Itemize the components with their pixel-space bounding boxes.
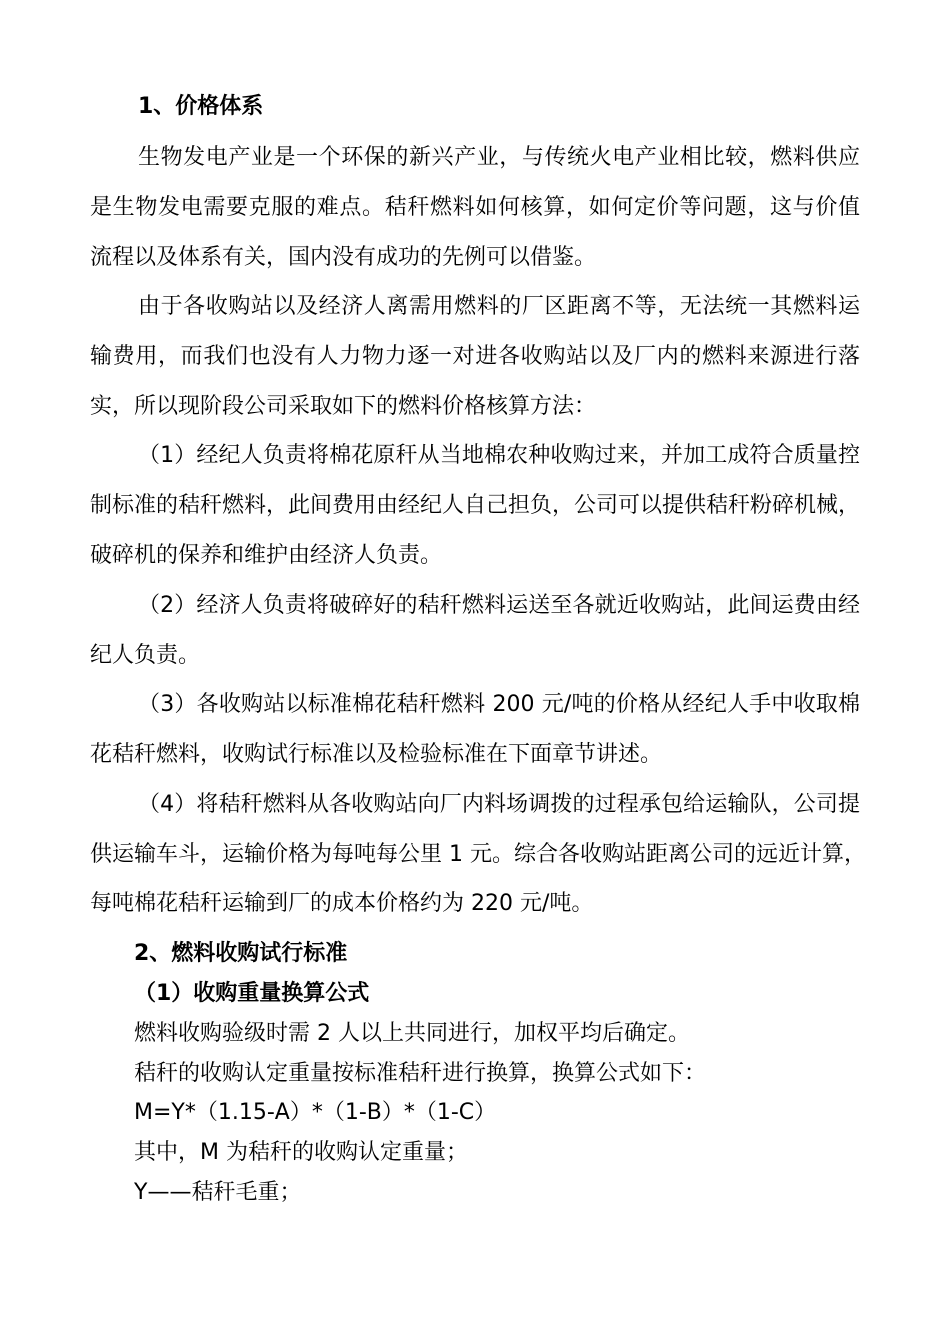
- body-line: 其中，M 为秸秆的收购认定重量；: [134, 1140, 468, 1165]
- list-item-line: 供运输车斗，运输价格为每吨每公里 1 元。综合各收购站距离公司的远近计算，: [90, 842, 866, 867]
- formula-line: M=Y*（1.15-A）*（1-B）*（1-C）: [134, 1100, 497, 1125]
- paragraph-line: 由于各收购站以及经济人离需用燃料的厂区距离不等，无法统一其燃料运: [138, 294, 860, 319]
- body-line: 秸秆的收购认定重量按标准秸秆进行换算，换算公式如下：: [134, 1061, 707, 1086]
- list-item-line: （1）经纪人负责将棉花原秆从当地棉农种收购过来，并加工成符合质量控: [138, 443, 860, 468]
- paragraph-line: 输费用，而我们也没有人力物力逐一对进各收购站以及厂内的燃料来源进行落: [90, 344, 860, 369]
- body-line: 燃料收购验级时需 2 人以上共同进行，加权平均后确定。: [134, 1021, 690, 1046]
- subheading-weight-formula: （1）收购重量换算公式: [134, 981, 370, 1006]
- list-item-line: （2）经济人负责将破碎好的秸秆燃料运送至各就近收购站，此间运费由经: [138, 593, 860, 618]
- list-item-line: 纪人负责。: [90, 643, 201, 668]
- list-item-line: 制标准的秸秆燃料，此间费用由经纪人自己担负，公司可以提供秸秆粉碎机械，: [90, 493, 861, 518]
- paragraph-line: 实，所以现阶段公司采取如下的燃料价格核算方法：: [90, 394, 597, 419]
- paragraph-line: 流程以及体系有关，国内没有成功的先例可以借鉴。: [90, 245, 597, 270]
- list-item-line: （3）各收购站以标准棉花秸秆燃料 200 元/吨的价格从经纪人手中收取棉: [138, 692, 860, 717]
- paragraph-line: 生物发电产业是一个环保的新兴产业，与传统火电产业相比较，燃料供应: [138, 145, 860, 170]
- body-line: Y——秸秆毛重；: [134, 1180, 302, 1205]
- list-item-line: 每吨棉花秸秆运输到厂的成本价格约为 220 元/吨。: [90, 891, 594, 916]
- paragraph-line: 是生物发电需要克服的难点。秸秆燃料如何核算，如何定价等问题，这与价值: [90, 195, 860, 220]
- list-item-line: 破碎机的保养和维护由经济人负责。: [90, 543, 443, 568]
- section-heading-fuel-purchase: 2、燃料收购试行标准: [134, 941, 348, 966]
- section-heading-price-system: 1、价格体系: [138, 94, 264, 119]
- list-item-line: （4）将秸秆燃料从各收购站向厂内料场调拨的过程承包给运输队，公司提: [138, 792, 860, 817]
- list-item-line: 花秸秆燃料，收购试行标准以及检验标准在下面章节讲述。: [90, 742, 663, 767]
